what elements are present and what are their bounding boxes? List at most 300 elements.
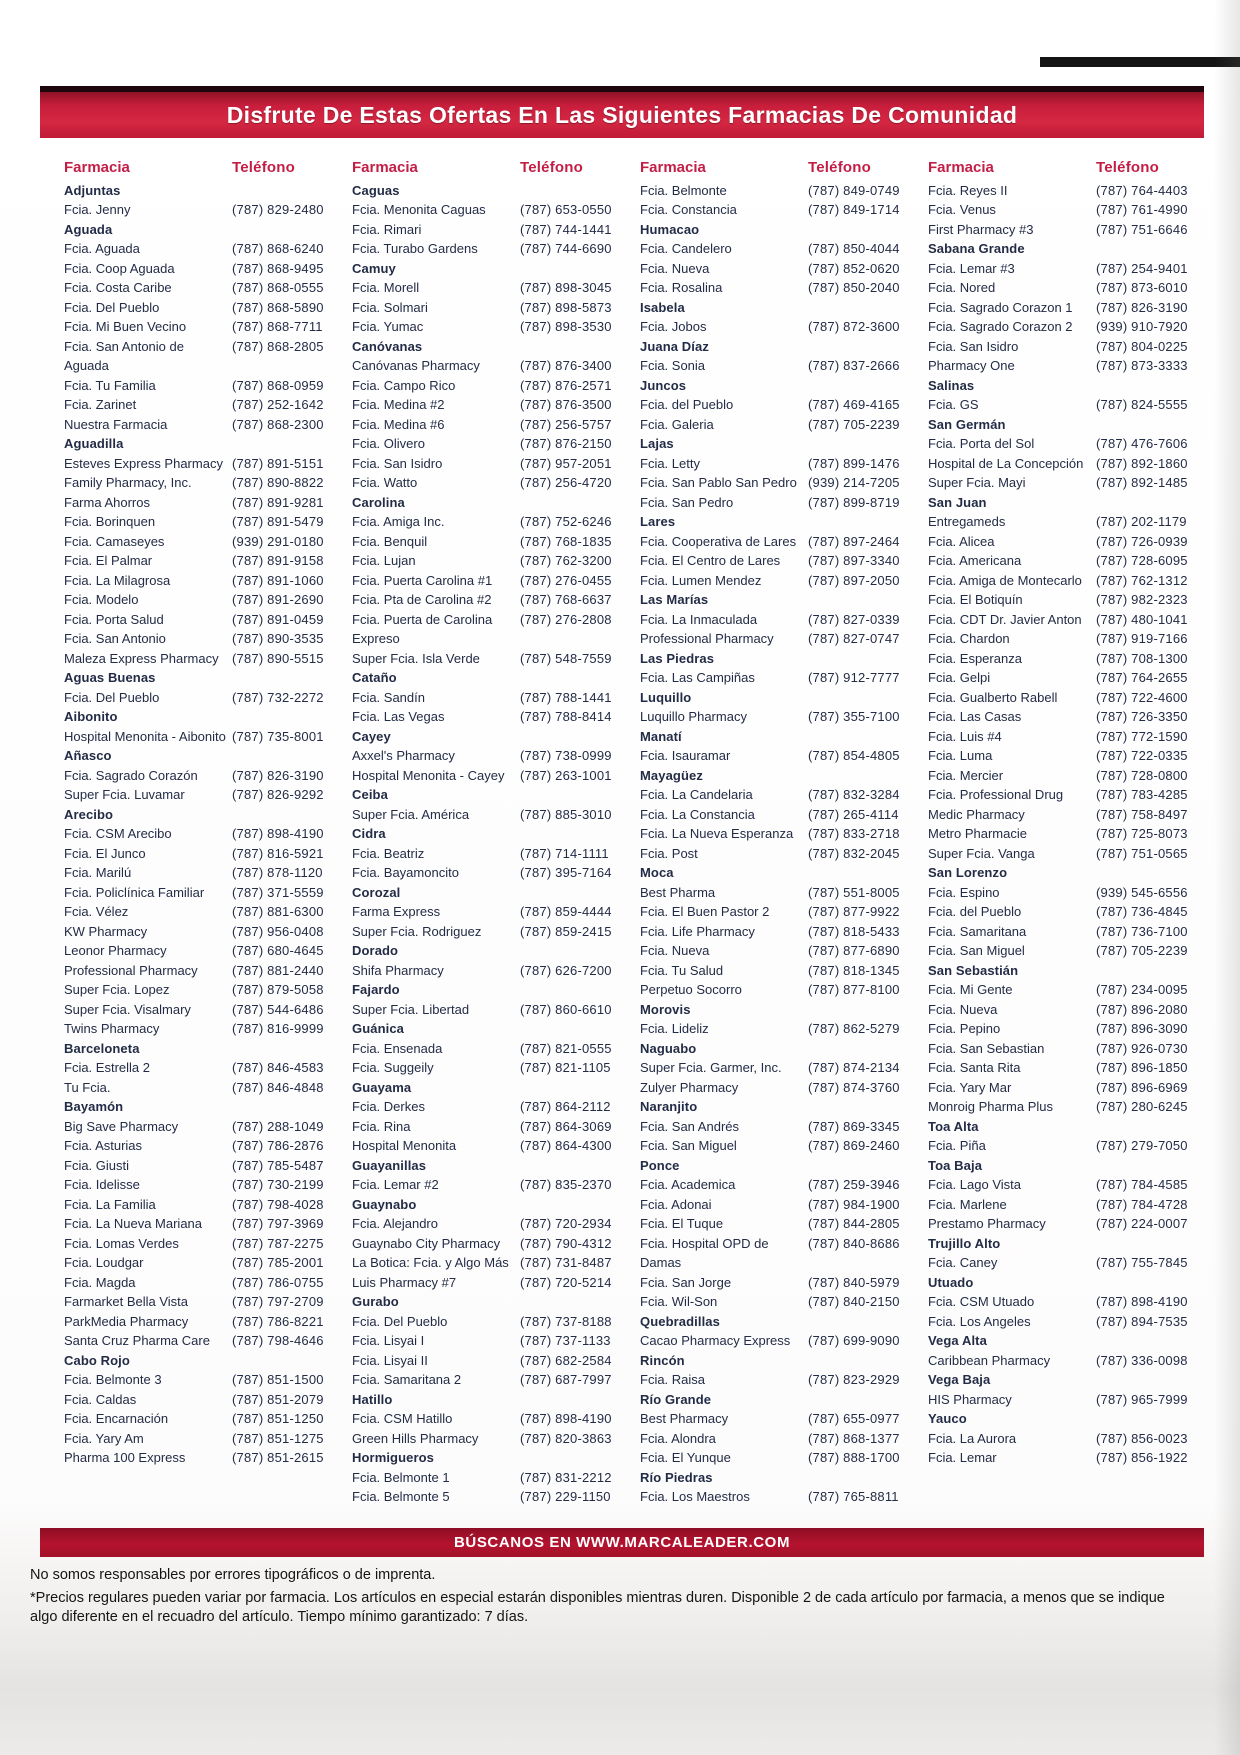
pharmacy-row xyxy=(928,707,1206,727)
pharmacy-row xyxy=(352,1097,630,1117)
pharmacy-row xyxy=(352,1370,630,1390)
pharmacy-name: Fcia. Alejandro xyxy=(352,1216,438,1231)
pharmacy-row xyxy=(640,1019,918,1039)
pharmacy-row xyxy=(640,1175,918,1195)
pharmacy-row xyxy=(64,649,342,669)
pharmacy-phone: (787) 891-9158 xyxy=(232,553,324,568)
pharmacy-name: Fcia. Mi Gente xyxy=(928,982,1013,997)
pharmacy-name: Fcia. Morell xyxy=(352,280,420,295)
pharmacy-row xyxy=(640,1331,918,1351)
town-header xyxy=(64,1039,342,1059)
pharmacy-phone: (787) 919-7166 xyxy=(1096,631,1188,646)
pharmacy-phone: (787) 876-2150 xyxy=(520,436,612,451)
pharmacy-phone: (787) 826-3190 xyxy=(1096,299,1188,315)
pharmacy-phone: (787) 708-1300 xyxy=(1096,650,1188,666)
town-name: San Juan xyxy=(928,494,987,510)
pharmacy-phone: (787) 891-2690 xyxy=(232,592,324,607)
pharmacy-phone: (787) 862-5279 xyxy=(808,1021,900,1036)
pharmacy-row xyxy=(64,395,342,415)
pharmacy-phone: (787) 868-2300 xyxy=(232,416,324,432)
town-header xyxy=(640,512,918,532)
pharmacy-name: Fcia. Letty xyxy=(640,455,700,471)
town-header xyxy=(64,1351,342,1371)
pharmacy-name: Fcia. Del Pueblo xyxy=(64,689,160,705)
town-name: Caguas xyxy=(352,182,400,198)
pharmacy-row xyxy=(640,356,918,376)
pharmacy-phone: (787) 263-1001 xyxy=(520,767,612,783)
pharmacy-name: KW Pharmacy xyxy=(64,923,148,939)
pharmacy-phone: (787) 898-4190 xyxy=(520,1411,612,1426)
pharmacy-row xyxy=(640,317,918,337)
town-name: Trujillo Alto xyxy=(928,1235,1001,1251)
pharmacy-row xyxy=(928,1058,1206,1078)
pharmacy-phone: (787) 868-7711 xyxy=(232,319,323,334)
pharmacy-name: Professional Pharmacy xyxy=(640,631,774,646)
pharmacy-name: Metro Pharmacie xyxy=(928,826,1027,841)
pharmacy-row xyxy=(640,415,918,435)
pharmacy-name: Fcia. Policlínica Familiar xyxy=(64,884,205,900)
town-name: Moca xyxy=(640,865,674,880)
pharmacy-name: Fcia. Zarinet xyxy=(64,397,137,412)
pharmacy-name: Fcia. Lemar xyxy=(928,1450,997,1465)
town-header xyxy=(64,668,342,688)
pharmacy-phone: (787) 899-8719 xyxy=(808,494,900,510)
pharmacy-phone: (787) 224-0007 xyxy=(1096,1216,1188,1231)
pharmacy-name: Fcia. Caney xyxy=(928,1255,998,1270)
pharmacy-row xyxy=(64,941,342,961)
pharmacy-row xyxy=(64,1136,342,1156)
pharmacy-row xyxy=(928,902,1206,922)
pharmacy-name: Fcia. San Pedro xyxy=(640,494,734,510)
pharmacy-phone: (787) 804-0225 xyxy=(1096,338,1188,354)
pharmacy-row xyxy=(640,395,918,415)
pharmacy-phone: (787) 826-3190 xyxy=(232,767,324,783)
pharmacy-phone: (787) 256-5757 xyxy=(520,416,612,432)
pharmacy-row xyxy=(928,259,1206,279)
pharmacy-phone: (787) 829-2480 xyxy=(232,202,324,217)
pharmacy-phone: (787) 885-3010 xyxy=(520,806,612,822)
pharmacy-row xyxy=(64,317,342,337)
pharmacy-row xyxy=(64,883,342,903)
town-header xyxy=(64,1097,342,1117)
pharmacy-name: Family Pharmacy, Inc. xyxy=(64,475,192,490)
pharmacy-row xyxy=(928,512,1206,532)
pharmacy-name: Tu Fcia. xyxy=(64,1079,111,1095)
town-header xyxy=(928,1234,1206,1254)
pharmacy-row xyxy=(64,1175,342,1195)
pharmacy-name: Fcia. del Pueblo xyxy=(640,397,734,412)
pharmacy-phone: (787) 751-0565 xyxy=(1096,845,1188,861)
pharmacy-phone: (787) 259-3946 xyxy=(808,1177,900,1192)
pharmacy-row xyxy=(64,844,342,864)
town-header xyxy=(928,415,1206,435)
town-header xyxy=(352,668,630,688)
pharmacy-name: Fcia. El Junco xyxy=(64,845,146,861)
pharmacy-phone: (787) 856-0023 xyxy=(1096,1430,1188,1446)
pharmacy-name: Fcia. Porta del Sol xyxy=(928,436,1035,451)
pharmacy-phone: (787) 827-0339 xyxy=(808,611,900,627)
pharmacy-name: Fcia. Benquil xyxy=(352,533,428,549)
pharmacy-row xyxy=(640,610,918,630)
pharmacy-name: Fcia. Las Campiñas xyxy=(640,670,755,685)
pharmacy-row xyxy=(352,1351,630,1371)
telefono-header: Teléfono xyxy=(232,159,295,176)
pharmacy-name: Super Fcia. Isla Verde xyxy=(352,650,480,666)
pharmacy-row xyxy=(64,1000,342,1020)
pharmacy-name: Fcia. Life Pharmacy xyxy=(640,923,755,939)
pharmacy-phone: (787) 833-2718 xyxy=(808,826,900,841)
pharmacy-name: Fcia. Asturias xyxy=(64,1138,143,1153)
pharmacy-phone: (787) 544-6486 xyxy=(232,1001,324,1017)
pharmacy-name: Fcia. Lemar #3 xyxy=(928,260,1015,276)
scan-edge-artifact xyxy=(1040,57,1240,67)
pharmacy-row xyxy=(928,1039,1206,1059)
pharmacy-row xyxy=(640,1234,918,1273)
pharmacy-row xyxy=(64,922,342,942)
town-name: Ponce xyxy=(640,1157,680,1173)
pharmacy-phone: (787) 699-9090 xyxy=(808,1333,900,1348)
pharmacy-row xyxy=(64,1370,342,1390)
pharmacy-phone: (939) 214-7205 xyxy=(808,475,900,490)
town-name: Utuado xyxy=(928,1274,974,1290)
town-header xyxy=(640,766,918,786)
pharmacy-name: Fcia. El Tuque xyxy=(640,1216,724,1231)
pharmacy-name: Fcia. Rina xyxy=(352,1118,411,1134)
pharmacy-phone: (787) 790-4312 xyxy=(520,1235,612,1251)
pharmacy-phone: (787) 868-0555 xyxy=(232,280,324,295)
pharmacy-row xyxy=(64,1292,342,1312)
pharmacy-phone: (787) 785-5487 xyxy=(232,1157,324,1173)
pharmacy-phone: (787) 891-0459 xyxy=(232,611,324,627)
pharmacy-name: Pharmacy One xyxy=(928,358,1015,373)
pharmacy-name: Fcia. Mi Buen Vecino xyxy=(64,319,187,334)
pharmacy-name: Fcia. Academica xyxy=(640,1177,736,1192)
pharmacy-name: Fcia. San Antonio xyxy=(64,631,166,646)
pharmacy-phone: (787) 898-5873 xyxy=(520,299,612,315)
pharmacy-row xyxy=(928,1292,1206,1312)
pharmacy-row xyxy=(928,785,1206,805)
pharmacy-row xyxy=(928,181,1206,201)
pharmacy-phone: (787) 877-9922 xyxy=(808,904,900,919)
town-name: Vega Baja xyxy=(928,1372,991,1387)
pharmacy-row xyxy=(352,1234,630,1254)
pharmacy-name: Fcia. Lomas Verdes xyxy=(64,1235,179,1251)
pharmacy-name: Super Fcia. Rodriguez xyxy=(352,923,482,939)
pharmacy-name: Fcia. Bayamoncito xyxy=(352,865,459,880)
pharmacy-name: Fcia. Los Angeles xyxy=(928,1313,1031,1329)
pharmacy-name: Fcia. Borinquen xyxy=(64,514,156,529)
pharmacy-row xyxy=(640,668,918,688)
pharmacy-name: Fcia. Belmonte 1 xyxy=(352,1469,450,1485)
pharmacy-name: ParkMedia Pharmacy xyxy=(64,1313,189,1329)
pharmacy-row xyxy=(352,473,630,493)
pharmacy-row xyxy=(640,239,918,259)
pharmacy-phone: (787) 785-2001 xyxy=(232,1255,324,1270)
pharmacy-name: Fcia. San Isidro xyxy=(352,455,443,471)
pharmacy-row xyxy=(64,454,342,474)
pharmacy-name: Fcia. Lumen Mendez xyxy=(640,572,762,588)
pharmacy-name: Hospital Menonita - Aibonito xyxy=(64,728,226,744)
pharmacy-row xyxy=(352,278,630,298)
pharmacy-name: La Botica: Fcia. y Algo Más xyxy=(352,1255,509,1270)
town-header xyxy=(640,1312,918,1332)
pharmacy-row xyxy=(352,1429,630,1449)
pharmacy-row xyxy=(352,863,630,883)
pharmacy-row xyxy=(928,298,1206,318)
pharmacy-name: Fcia. Lujan xyxy=(352,553,416,568)
pharmacy-name: Fcia. Encarnación xyxy=(64,1411,169,1426)
pharmacy-name: Fcia. Hospital OPD de Damas xyxy=(640,1235,769,1270)
pharmacy-name: Fcia. Constancia xyxy=(640,202,737,217)
town-header xyxy=(640,1390,918,1410)
pharmacy-row xyxy=(64,863,342,883)
telefono-header: Teléfono xyxy=(808,159,871,176)
town-name: Ceiba xyxy=(352,787,388,802)
pharmacy-row xyxy=(64,298,342,318)
pharmacy-row xyxy=(640,883,918,903)
pharmacy-row xyxy=(928,746,1206,766)
town-name: Isabela xyxy=(640,299,685,315)
pharmacy-name: Fcia. Costa Caribe xyxy=(64,280,172,295)
pharmacy-name: Twins Pharmacy xyxy=(64,1021,160,1036)
pharmacy-name: Fcia. El Botiquín xyxy=(928,592,1023,607)
pharmacy-row xyxy=(928,1136,1206,1156)
town-name: Naranjito xyxy=(640,1099,698,1114)
pharmacy-phone: (787) 548-7559 xyxy=(520,650,612,666)
pharmacy-name: Super Fcia. Mayi xyxy=(928,475,1026,490)
pharmacy-row xyxy=(640,1136,918,1156)
pharmacy-name: Super Fcia. Luvamar xyxy=(64,787,185,802)
town-header xyxy=(640,434,918,454)
pharmacy-row xyxy=(640,1429,918,1449)
pharmacy-phone: (787) 897-2050 xyxy=(808,572,900,588)
pharmacy-name: Santa Cruz Pharma Care xyxy=(64,1333,210,1348)
pharmacy-row xyxy=(352,298,630,318)
pharmacy-phone: (787) 764-4403 xyxy=(1096,182,1188,198)
pharmacy-phone: (787) 682-2584 xyxy=(520,1352,612,1368)
pharmacy-phone: (787) 898-4190 xyxy=(232,826,324,841)
pharmacy-name: Fcia. Luis #4 xyxy=(928,728,1002,744)
town-name: Carolina xyxy=(352,494,405,510)
pharmacy-row xyxy=(64,278,342,298)
pharmacy-name: Cacao Pharmacy Express xyxy=(640,1333,791,1348)
pharmacy-name: Fcia. Loudgar xyxy=(64,1255,144,1270)
town-name: Sabana Grande xyxy=(928,241,1025,256)
pharmacy-phone: (787) 655-0977 xyxy=(808,1411,900,1426)
pharmacy-row xyxy=(64,376,342,396)
pharmacy-name: Fcia. Turabo Gardens xyxy=(352,241,478,256)
pharmacy-name: Fcia. CSM Hatillo xyxy=(352,1411,453,1426)
pharmacy-phone: (787) 840-2150 xyxy=(808,1294,900,1309)
pharmacy-phone: (787) 551-8005 xyxy=(808,884,900,900)
pharmacy-phone: (787) 784-4585 xyxy=(1096,1177,1188,1192)
pharmacy-phone: (787) 864-2112 xyxy=(520,1099,611,1114)
pharmacy-name: Fcia. Pta de Carolina #2 xyxy=(352,592,492,607)
pharmacy-name: Fcia. Solmari xyxy=(352,299,428,315)
pharmacy-name: Fcia. Suggeily xyxy=(352,1060,434,1075)
pharmacy-phone: (787) 276-2808 xyxy=(520,611,612,627)
pharmacy-name: Entregameds xyxy=(928,514,1006,529)
pharmacy-name: Fcia. Los Maestros xyxy=(640,1489,750,1504)
town-name: Río Piedras xyxy=(640,1469,713,1485)
pharmacy-phone: (787) 872-3600 xyxy=(808,319,900,334)
pharmacy-row xyxy=(640,1214,918,1234)
pharmacy-name: Fcia. Tu Familia xyxy=(64,377,156,393)
town-header xyxy=(640,863,918,883)
pharmacy-phone: (787) 730-2199 xyxy=(232,1177,324,1192)
pharmacy-row xyxy=(352,376,630,396)
pharmacy-name: Fcia. La Aurora xyxy=(928,1430,1017,1446)
pharmacy-phone: (787) 336-0098 xyxy=(1096,1352,1188,1368)
pharmacy-name: Fcia. La Inmaculada xyxy=(640,611,758,627)
pharmacy-name: Fcia. CDT Dr. Javier Anton xyxy=(928,611,1082,627)
pharmacy-row xyxy=(64,902,342,922)
pharmacy-row xyxy=(640,707,918,727)
pharmacy-name: Fcia. Olivero xyxy=(352,436,425,451)
pharmacy-phone: (787) 869-2460 xyxy=(808,1138,900,1153)
town-name: Dorado xyxy=(352,943,399,958)
pharmacy-name: Fcia. Wil-Son xyxy=(640,1294,718,1309)
pharmacy-name: Fcia. Professional Drug xyxy=(928,787,1064,802)
town-header xyxy=(928,1156,1206,1176)
town-name: Lajas xyxy=(640,436,674,451)
pharmacy-name: Farma Express xyxy=(352,904,441,919)
pharmacy-phone: (787) 758-8497 xyxy=(1096,806,1188,822)
pharmacy-phone: (787) 869-3345 xyxy=(808,1118,900,1134)
pharmacy-name: Fcia. Candelero xyxy=(640,241,732,256)
pharmacy-row xyxy=(640,493,918,513)
town-name: Quebradillas xyxy=(640,1313,720,1329)
pharmacy-row xyxy=(352,415,630,435)
pharmacy-row xyxy=(928,395,1206,415)
pharmacy-name: Fcia. Lisyai I xyxy=(352,1333,425,1348)
pharmacy-name: Fcia. Sagrado Corazón xyxy=(64,767,198,783)
town-name: Las Piedras xyxy=(640,650,715,666)
town-name: Fajardo xyxy=(352,982,400,997)
town-name: Canóvanas xyxy=(352,338,423,354)
pharmacy-row xyxy=(64,766,342,786)
pharmacy-name: Fcia. Coop Aguada xyxy=(64,260,175,276)
pharmacy-phone: (787) 890-8822 xyxy=(232,475,324,490)
pharmacy-phone: (787) 896-1850 xyxy=(1096,1060,1188,1075)
pharmacy-row xyxy=(928,317,1206,337)
pharmacy-phone: (787) 984-1900 xyxy=(808,1196,900,1212)
pharmacy-row xyxy=(64,961,342,981)
pharmacy-row xyxy=(928,356,1206,376)
pharmacy-phone: (787) 761-4990 xyxy=(1096,202,1188,217)
pharmacy-phone: (787) 798-4028 xyxy=(232,1196,324,1212)
pharmacy-name: Hospital Menonita - Cayey xyxy=(352,767,505,783)
pharmacy-name: Fcia. Galeria xyxy=(640,416,714,432)
pharmacy-phone: (787) 890-5515 xyxy=(232,650,324,666)
farmacia-header: Farmacia xyxy=(928,159,994,176)
pharmacy-row xyxy=(640,454,918,474)
pharmacy-name: Super Fcia. Libertad xyxy=(352,1001,470,1017)
column-header xyxy=(928,158,1206,178)
pharmacy-name: First Pharmacy #3 xyxy=(928,221,1034,237)
pharmacy-row xyxy=(64,493,342,513)
pharmacy-phone: (787) 982-2323 xyxy=(1096,592,1188,607)
pharmacy-phone: (787) 738-0999 xyxy=(520,748,612,763)
town-name: Barceloneta xyxy=(64,1040,140,1056)
pharmacy-row xyxy=(64,1448,342,1468)
pharmacy-name: Fcia. Lemar #2 xyxy=(352,1177,439,1192)
pharmacy-phone: (787) 879-5058 xyxy=(232,982,324,997)
pharmacy-name: Fcia. La Nueva Esperanza xyxy=(640,826,794,841)
pharmacy-row xyxy=(928,610,1206,630)
pharmacy-name: Professional Pharmacy xyxy=(64,962,198,978)
town-header xyxy=(640,1351,918,1371)
pharmacy-name: Caribbean Pharmacy xyxy=(928,1352,1051,1368)
pharmacy-name: Fcia. Raisa xyxy=(640,1372,706,1387)
pharmacy-name: Fcia. Sagrado Corazon 1 xyxy=(928,299,1073,315)
pharmacy-name: Fcia. Belmonte 3 xyxy=(64,1372,162,1387)
pharmacy-phone: (787) 705-2239 xyxy=(808,416,900,432)
pharmacy-name: Fcia. Belmonte xyxy=(640,182,727,198)
town-header xyxy=(928,863,1206,883)
town-header xyxy=(640,727,918,747)
pharmacy-name: Nuestra Farmacia xyxy=(64,416,168,432)
pharmacy-phone: (787) 851-1275 xyxy=(232,1430,324,1446)
town-header xyxy=(64,181,342,201)
pharmacy-phone: (787) 371-5559 xyxy=(232,884,324,900)
pharmacy-name: Fcia. Alondra xyxy=(640,1430,716,1446)
pharmacy-phone: (787) 202-1179 xyxy=(1096,514,1187,529)
pharmacy-row xyxy=(64,1117,342,1137)
town-name: Lares xyxy=(640,514,676,529)
pharmacy-phone: (787) 881-2440 xyxy=(232,962,324,978)
pharmacy-row xyxy=(352,1273,630,1293)
pharmacy-phone: (787) 824-5555 xyxy=(1096,397,1188,412)
pharmacy-row xyxy=(928,1253,1206,1273)
pharmacy-phone: (787) 868-0959 xyxy=(232,377,324,393)
website-banner xyxy=(40,1528,1204,1557)
pharmacy-name: Fcia. Venus xyxy=(928,202,996,217)
pharmacy-row xyxy=(64,727,342,747)
pharmacy-phone: (787) 840-5979 xyxy=(808,1274,900,1290)
pharmacy-phone: (787) 873-3333 xyxy=(1096,358,1188,373)
pharmacy-name: Fcia. Post xyxy=(640,845,698,861)
town-header xyxy=(64,746,342,766)
pharmacy-row xyxy=(640,961,918,981)
pharmacy-name: Fcia. Caldas xyxy=(64,1391,137,1407)
pharmacy-phone: (787) 864-4300 xyxy=(520,1138,612,1153)
pharmacy-phone: (787) 873-6010 xyxy=(1096,280,1188,295)
pharmacy-name: Fcia. Alicea xyxy=(928,533,995,549)
town-header xyxy=(928,493,1206,513)
pharmacy-name: Fcia. San Jorge xyxy=(640,1274,732,1290)
pharmacy-phone: (787) 868-9495 xyxy=(232,260,324,276)
pharmacy-phone: (787) 279-7050 xyxy=(1096,1138,1188,1153)
pharmacy-row xyxy=(352,590,630,610)
town-header xyxy=(640,649,918,669)
offers-banner xyxy=(40,86,1204,138)
pharmacy-row xyxy=(352,1214,630,1234)
pharmacy-phone: (787) 720-5214 xyxy=(520,1274,612,1290)
pharmacy-name: Fcia. La Nueva Mariana xyxy=(64,1216,203,1231)
pharmacy-row xyxy=(640,473,918,493)
pharmacy-row xyxy=(352,902,630,922)
pharmacy-row xyxy=(64,259,342,279)
town-name: Rincón xyxy=(640,1352,685,1368)
pharmacy-row xyxy=(928,1312,1206,1332)
pharmacy-phone: (787) 840-8686 xyxy=(808,1235,900,1251)
pharmacy-name: Fcia. Cooperativa de Lares xyxy=(640,533,797,549)
pharmacy-phone: (787) 735-8001 xyxy=(232,728,324,744)
pharmacy-row xyxy=(640,259,918,279)
pharmacy-name: Green Hills Pharmacy xyxy=(352,1430,479,1446)
pharmacy-row xyxy=(64,1429,342,1449)
